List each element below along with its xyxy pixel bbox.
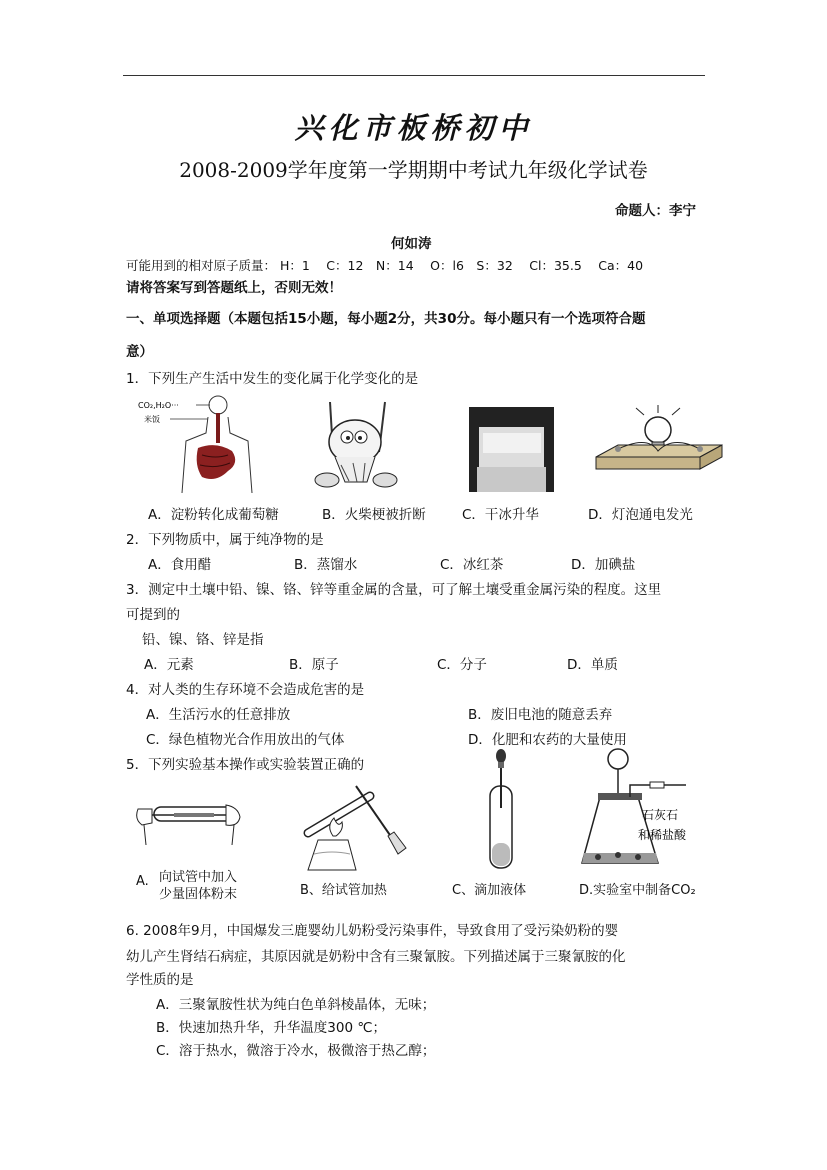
atomic-masses: 可能用到的相对原子质量： H：1 C：12 N：14 O：l6 S：32 Cl：35.5 Ca：40 (126, 258, 644, 273)
q3-stem-cont-2: 铅、镍、铬、锌是指 (142, 632, 264, 648)
top-rule (123, 75, 705, 76)
q5-caption-c: C、滴加液体 (452, 883, 527, 898)
section-heading: 一、单项选择题（本题包括15小题，每小题2分，共30分。每小题只有一个选项符合题 (126, 311, 646, 327)
q4-option-b: B．废旧电池的随意丢弃 (468, 707, 613, 723)
heating-tube-figure (298, 778, 418, 876)
co2-apparatus-figure (578, 745, 723, 873)
q2-stem: 2．下列物质中，属于纯净物的是 (126, 532, 324, 548)
q1-option-a: A．淀粉转化成葡萄糖 (148, 507, 279, 523)
q5-caption-b: B、给试管加热 (300, 883, 387, 898)
q1-option-b: B．火柴梗被折断 (322, 507, 426, 523)
q2-option-d: D．加碘盐 (571, 557, 636, 573)
q4-option-a: A．生活污水的任意排放 (146, 707, 291, 723)
q5-caption-a-line2: 少量固体粉末 (159, 887, 238, 902)
notice: 请将答案写到答题纸上，否则无效！ (126, 280, 342, 296)
q1-stem: 1．下列生产生活中发生的变化属于化学变化的是 (126, 371, 419, 387)
author-2: 何如涛 (391, 236, 432, 252)
test-tube-powder-figure (134, 795, 244, 865)
match-cartoon-figure (305, 397, 405, 492)
q3-option-b: B．原子 (289, 657, 339, 673)
section-heading-cont: 意） (126, 344, 153, 360)
q1-option-d: D．灯泡通电发光 (588, 507, 693, 523)
q6-option-a: A．三聚氰胺性状为纯白色单斜棱晶体，无味； (156, 997, 436, 1013)
q3-option-c: C．分子 (437, 657, 487, 673)
fig-a-label-2: 米饭 (144, 415, 160, 424)
exam-title: 2008-2009学年度第一学期期中考试九年级化学试卷 (179, 158, 648, 182)
q4-stem: 4．对人类的生存环境不会造成危害的是 (126, 682, 365, 698)
q5-d-label-1: 石灰石 (642, 808, 679, 822)
fig-a-label-1: CO₂,H₂O··· (138, 401, 179, 410)
q3-stem-cont: 可提到的 (126, 607, 180, 623)
light-bulb-figure (588, 405, 728, 480)
q4-option-d: D．化肥和农药的大量使用 (468, 732, 627, 748)
q5-stem: 5．下列实验基本操作或实验装置正确的 (126, 757, 365, 773)
q3-stem: 3．测定中土壤中铅、镍、铬、锌等重金属的含量，可了解土壤受重金属污染的程度。这里 (126, 582, 662, 598)
q5-caption-a-line1: 向试管中加入 (159, 870, 238, 885)
dropper-figure (476, 748, 526, 870)
q6-stem-cont-2: 学性质的是 (126, 972, 194, 988)
q6-stem: 6. 2008年9月，中国爆发三鹿婴幼儿奶粉受污染事件，导致食用了受污染奶粉的婴 (126, 923, 619, 939)
author-label: 命题人：李宁 (615, 203, 696, 219)
q3-option-a: A．元素 (144, 657, 194, 673)
q6-option-c: C．溶于热水，微溶于冷水，极微溶于热乙醇； (156, 1043, 436, 1059)
q2-option-a: A．食用醋 (148, 557, 212, 573)
q6-option-b: B．快速加热升华，升华温度300 ℃； (156, 1020, 386, 1036)
q5-caption-d: D.实验室中制备CO₂ (579, 883, 696, 898)
digestive-system-figure (136, 393, 256, 493)
school-name: 兴化市板桥初中 (294, 111, 533, 145)
q6-stem-cont: 幼儿产生肾结石病症，其原因就是奶粉中含有三聚氰胺。下列描述属于三聚氰胺的化 (126, 949, 626, 965)
q5-d-label-2: 和稀盐酸 (638, 828, 687, 842)
q3-option-d: D．单质 (567, 657, 618, 673)
q2-option-b: B．蒸馏水 (294, 557, 358, 573)
dry-ice-figure (469, 407, 554, 492)
q2-option-c: C．冰红茶 (440, 557, 504, 573)
q4-option-c: C．绿色植物光合作用放出的气体 (146, 732, 345, 748)
q5-caption-a-letter: A. (136, 874, 149, 889)
q1-option-c: C．干冰升华 (462, 507, 539, 523)
